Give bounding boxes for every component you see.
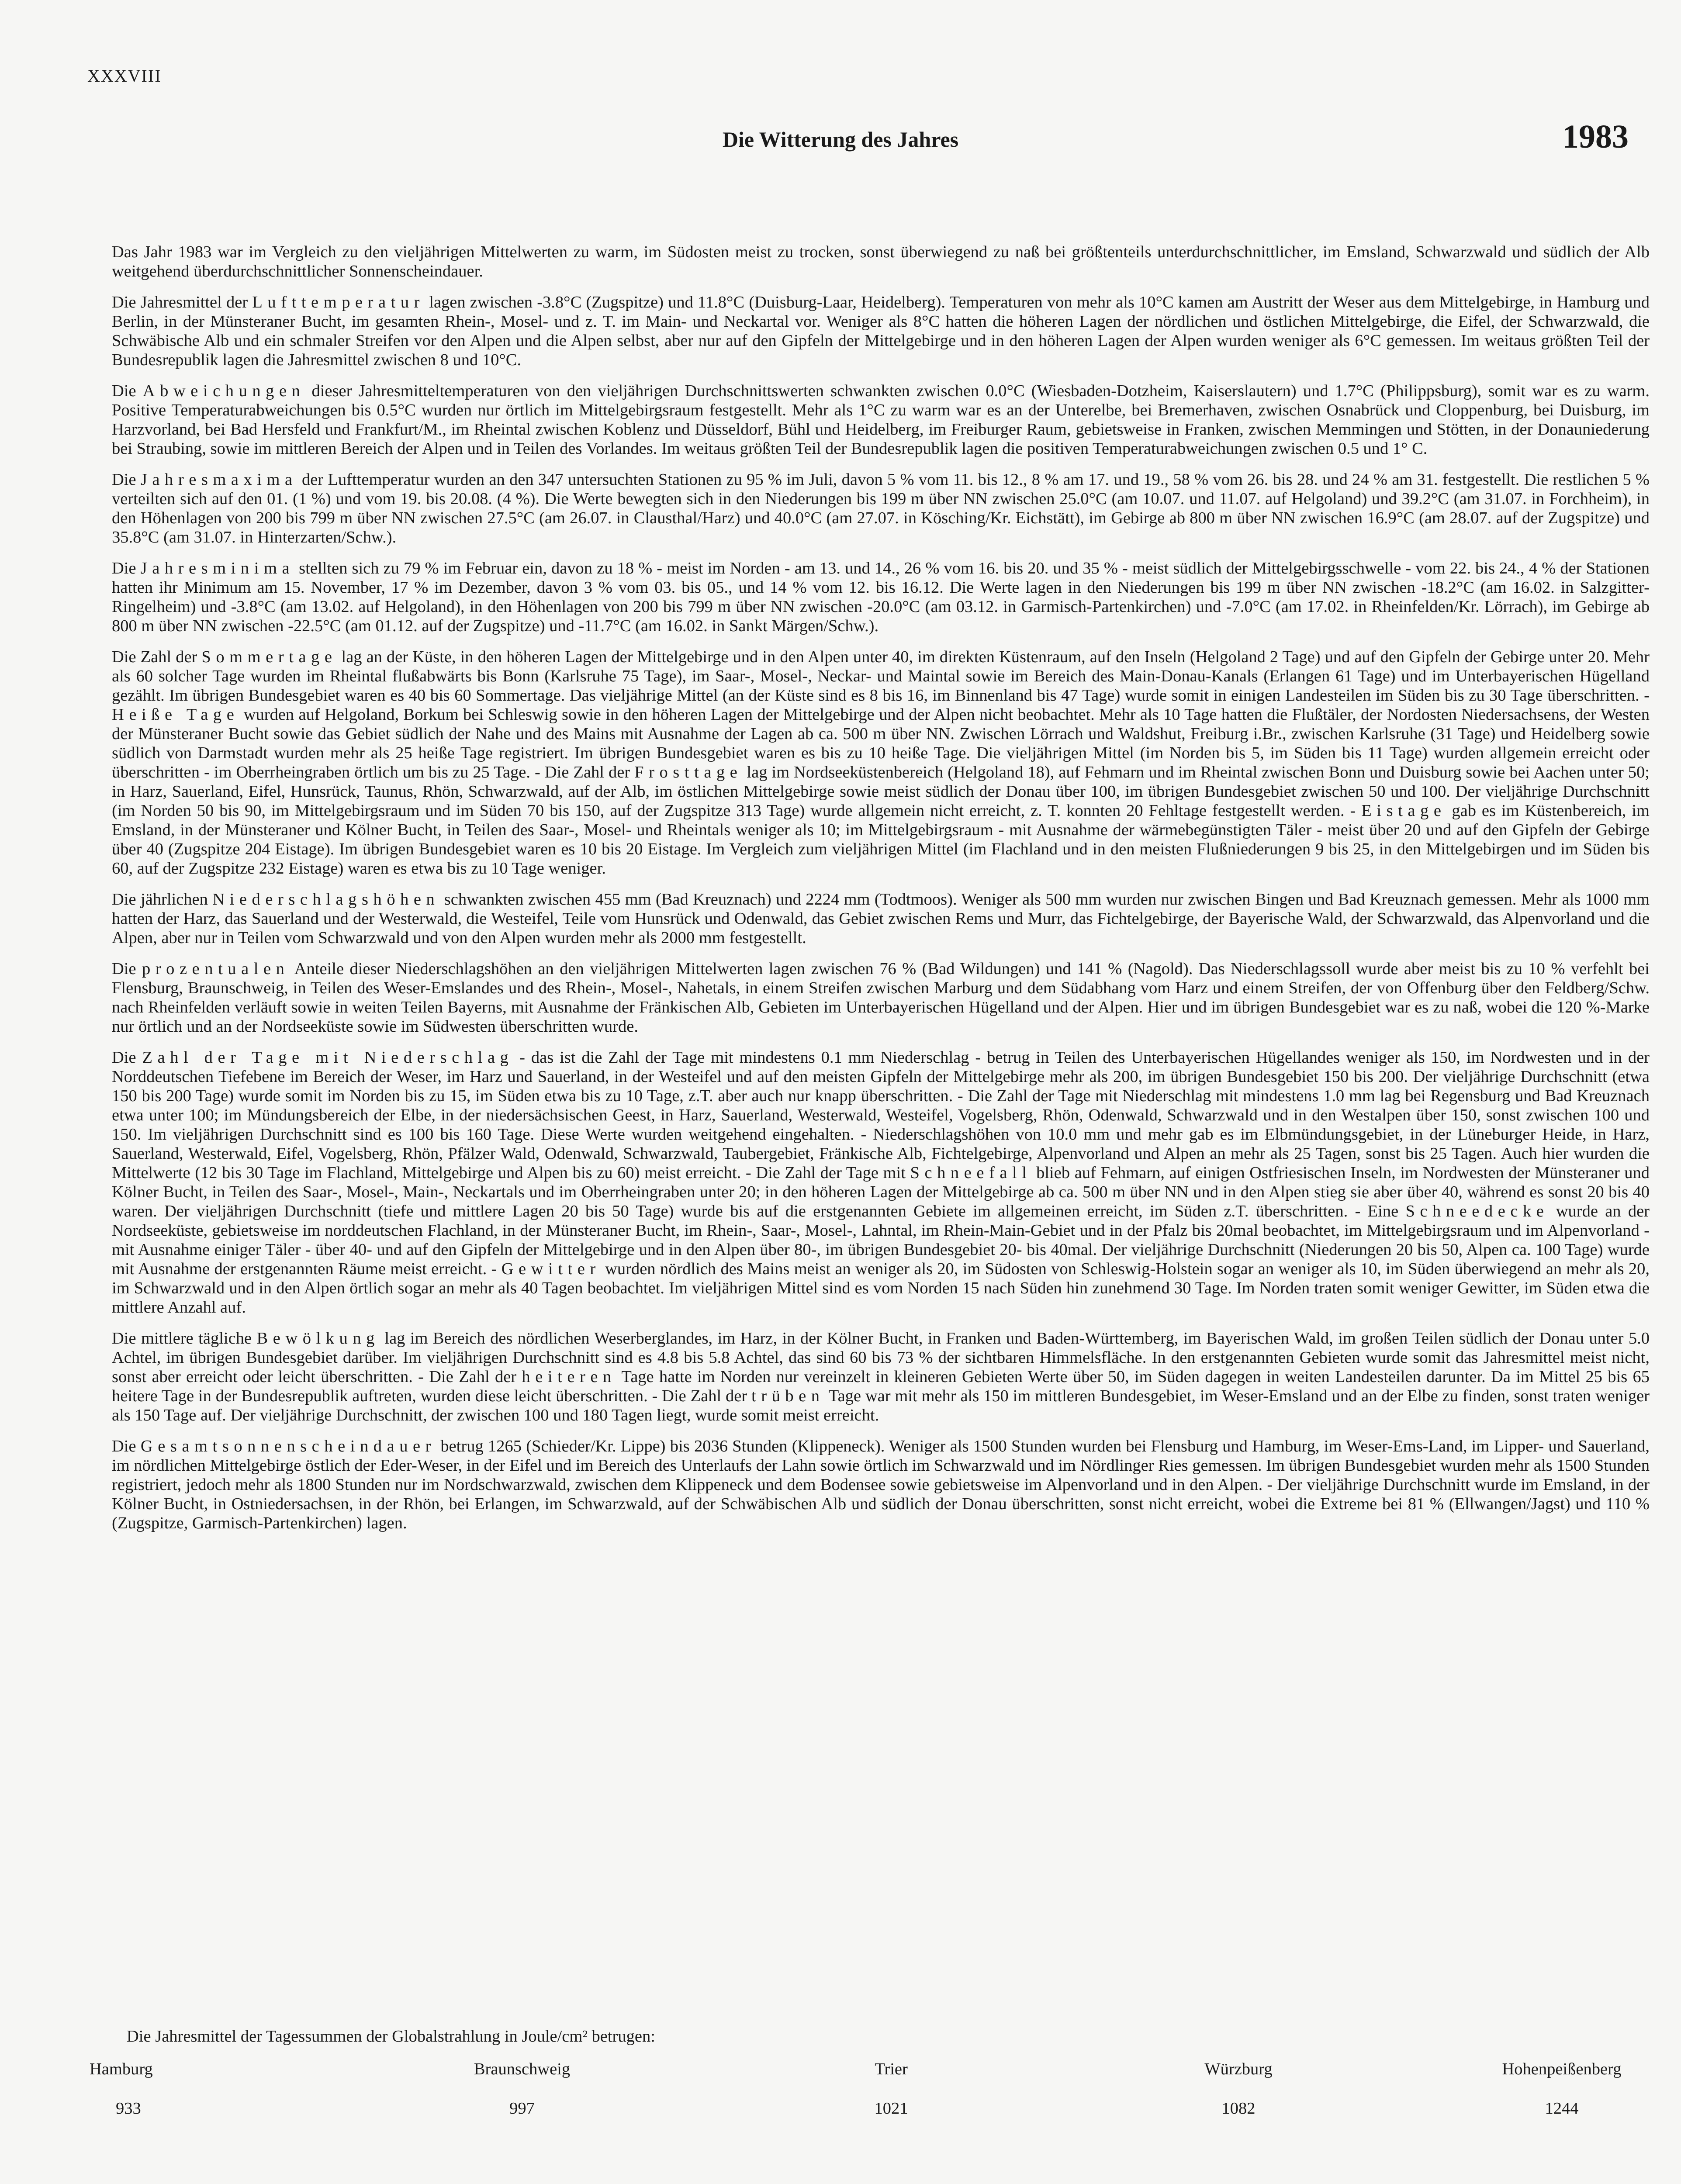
station-name: Braunschweig: [474, 2060, 571, 2078]
station-value: 933: [116, 2099, 141, 2118]
emphasis-term: Zahl der Tage mit Niederschlag: [142, 1048, 514, 1067]
radiation-intro: Die Jahresmittel der Tagessummen der Globalstrahlung in Joule/cm² betrugen:: [127, 2027, 655, 2046]
station-column: [1470, 2060, 1653, 2118]
emphasis-term: heiteren: [522, 1368, 616, 1386]
emphasis-term: Jahresminima: [140, 559, 295, 577]
emphasis-term: Eistage: [1361, 802, 1446, 820]
paragraph-text: der Lufttemperatur wurden an den 347 untersuchten Stationen zu 95 % im Juli, davon 5 % vom 11. bis 12., 8 % am 17. und 19., 58 % vom 26. bis 28. und 24 % am 31. festgestellt. Die restlichen 5 % verteilten sich auf den 01. (1 %) und vom 19. bis 20.08. (4 %). Die Werte bewegten sich in den Niederungen bis 199 m über NN zwischen 25.0°C (am 10.07. und 11.07. auf Helgoland) und 39.2°C (am 31.07. in Forchheim), in den Höhenlagen von 200 bis 799 m über NN zwischen 27.5°C (am 26.07. in Clausthal/Harz) und 40.0°C (am 27.07. in Kösching/Kr. Eichstätt), im Gebirge ab 800 m über NN zwischen 16.9°C (am 28.07. auf der Zugspitze) und 35.8°C (am 31.07. in Hinterzarten/Schw.).: [112, 470, 1650, 546]
paragraph: [112, 470, 1650, 547]
station-column: [799, 2060, 983, 2118]
paragraph-text: - das ist die Zahl der Tage mit mindestens 0.1 mm Niederschlag - betrug in Teilen des Unterbayerischen Hügellandes weniger als 150, im Nordwesten und in der Norddeutschen Tiefebene im Bereich der Weser, im Harz und Sauerland, in der Westeifel und auf den meisten Gipfeln der Mittelgebirge mehr als 200, im übrigen Bundesgebiet 150 bis 200. Der vieljährige Durchschnitt (etwa 150 bis 200 Tage) wurde somit im Norden bis zu 15, im Süden etwa bis zu 10 Tage, z.T. aber auch nur knapp überschritten. - Die Zahl der Tage mit Niederschlag mit mindestens 1.0 mm lag bei Regensburg und Bad Kreuznach etwa unter 100; im Mündungsbereich der Elbe, in der niedersächsischen Geest, in Harz, Sauerland, Westerwald, Westeifel, Vogelsberg, Rhön, Odenwald, Schwarzwald und in den Westalpen über 150, sonst zwischen 100 und 150. Im vieljährigen Durchschnitt sind es 100 bis 160 Tage. Diese Werte wurden weitgehend eingehalten. - Niederschlagshöhen von 10.0 mm und mehr gab es im Elbmündungsgebiet, in der Lüneburger Heide, in Harz, Sauerland, Westerwald, Eifel, Vogelsberg, Rhön, Pfälzer Wald, Odenwald, Schwarzwald, Taubergebiet, Fränkische Alb, Fichtelgebirge, Alpenvorland und Alpen an mehr als 25 Tagen, sonst bis 25 Tagen. Auch hier wurden die Mittelwerte (12 bis 30 Tage im Flachland, Mittelgebirge und Alpen bis zu 60) meist erreicht. - Die Zahl der Tage mit: [112, 1048, 1650, 1182]
paragraph-text: Die Jahresmittel der: [112, 293, 252, 311]
page-number: XXXVIII: [87, 66, 162, 86]
station-name: Hamburg: [90, 2060, 153, 2078]
paragraph-text: lag im Bereich des nördlichen Weserberglandes, im Harz, in der Kölner Bucht, in Franken und Baden-Württemberg, im Bayerischen Wald, im großen Teilen südlich der Donau unter 5.0 Achtel, im übrigen Bundesgebiet darüber. Im vieljährigen Durchschnitt sind es 4.8 bis 5.8 Achtel, das sind 60 bis 73 % der sichtbaren Himmelsfläche. In den erstgenannten Gebieten wurde somit das Jahresmittel meist nicht, sonst aber erreicht oder leicht überschritten. - Die Zahl der: [112, 1329, 1650, 1386]
emphasis-term: Jahresmaxima: [140, 470, 297, 489]
paragraph: [112, 381, 1650, 458]
paragraph-text: dieser Jahresmitteltemperaturen von den vieljährigen Durchschnittswerten schwankten zwischen 0.0°C (Wiesbaden-Dotzheim, Kaiserslautern) und 1.7°C (Philippsburg), somit war es zu warm. Positive Temperaturabweichungen bis 0.5°C wurden nur örtlich im Mittelgebirgsraum festgestellt. Mehr als 1°C zu warm war es an der Unterelbe, bei Bremerhaven, zwischen Osnabrück und Cloppenburg, bei Duisburg, im Harzvorland, bei Bad Hersfeld und Frankfurt/M., im Rheintal zwischen Koblenz und Düsseldorf, Bühl und Heidelberg, im Freiburger Raum, gebietsweise in Franken, zwischen Memmingen und Stötten, in der Donauniederung bei Straubing, sowie im mittleren Bereich der Alpen und in Teilen des Vorlandes. Im weitaus größten Teil der Bundesrepublik lagen die positiven Temperaturabweichungen zwischen 0.5 und 1° C.: [112, 382, 1650, 458]
emphasis-term: Frosttage: [634, 763, 743, 781]
paragraph: [112, 647, 1650, 878]
paragraph-text: Die mittlere tägliche: [112, 1329, 257, 1348]
paragraph-text: Die: [112, 1048, 142, 1067]
year-heading: 1983: [1562, 118, 1629, 155]
emphasis-term: Lufttemperatur: [252, 293, 425, 311]
paragraph-text: Das Jahr 1983 war im Vergleich zu den vieljährigen Mittelwerten zu warm, im Südosten meist zu trocken, sonst überwiegend zu naß bei größtenteils unterdurchschnittlicher, im Emsland, Schwarzwald und südlich der Alb weitgehend überdurchschnittlicher Sonnenscheindauer.: [112, 243, 1650, 280]
emphasis-term: Niederschlagshöhen: [212, 890, 440, 909]
paragraph: [112, 890, 1650, 947]
station-name: Trier: [875, 2060, 908, 2078]
paragraph-text: lag im Nordseeküstenbereich (Helgoland 18), auf Fehmarn und im Rheintal zwischen Bonn und Duisburg sowie bei Aachen unter 50; in Harz, Sauerland, Eifel, Hunsrück, Taunus, Rhön, Schwarzwald, auf der Alb, im östlichen Mittelgebirge sowie meist südlich der Donau über 100, im übrigen Bundesgebiet zwischen 50 und 100. Der vieljährige Durchschnitt (im Norden 50 bis 90, im Mittelgebirgsraum und im Süden 70 bis 150, auf der Zugspitze 313 Tage) wurde allgemein nicht erreicht, z. T. konnten 20 Fehltage festgestellt werden. -: [112, 763, 1650, 820]
paragraph-text: schwankten zwischen 455 mm (Bad Kreuznach) und 2224 mm (Todtmoos). Weniger als 500 mm wurden nur zwischen Bingen und Bad Kreuznach gemessen. Mehr als 1000 mm hatten der Harz, das Sauerland und der Westerwald, die Westeifel, Teile vom Hunsrück und Odenwald, das Gebiet zwischen Rems und Murr, das Fichtelgebirge, der Bayerische Wald, der Schwarzwald, das Alpenvorland und die Alpen, aber nur in Teilen vom Schwarzwald und von den Alpen wurden mehr als 2000 mm festgestellt.: [112, 890, 1650, 947]
emphasis-term: Schneefall: [910, 1164, 1032, 1182]
page-title: Die Witterung des Jahres: [722, 127, 959, 152]
paragraph-text: Tage hatte im Norden nur vereinzelt in kleineren Gebieten Werte über 50, im Süden dagegen in weiten Landesteilen darunter. Da im Mittel 25 bis 65 heitere Tage in der Bundesrepublik auftreten, wurden diese leicht überschritten. - Die Zahl der: [112, 1368, 1650, 1405]
station-value: 1021: [874, 2099, 908, 2118]
station-column: [90, 2060, 273, 2118]
paragraph: [112, 1437, 1650, 1533]
paragraph-text: gab es im Küstenbereich, im Emsland, in der Münsteraner und Kölner Bucht, in Teilen des Saar-, Mosel- und Rheintals weniger als 10; im Mittelgebirgsraum - mit Ausnahme der wärmebegünstigten Täler - meist über 20 und auf den Gipfeln der Gebirge über 40 (Zugspitze 204 Eistage). Im übrigen Bundesgebiet waren es 10 bis 20 Eistage. Im Vergleich zum vieljährigen Mittel (im Flachland und in den meisten Flußniederungen 9 bis 25, in den Mittelgebirgen und im Süden bis 60, auf der Zugspitze 232 Eistage) waren es etwa bis zu 10 Tage weniger.: [112, 802, 1650, 878]
paragraph-text: wurde an der Nordseeküste, gebietsweise im norddeutschen Flachland, in der Münsteraner Bucht, im Rhein-, Saar-, Mosel-, Lahntal, im Rhein-Main-Gebiet und in der Pfalz bis 20mal beobachtet, im Mittelgebirgsraum und im Alpenvorland - mit Ausnahme einiger Täler - über 40- und auf den Gipfeln der Mittelgebirge und in den Alpen über 80-, im übrigen Bundesgebiet 20- bis 40mal. Der vieljährige Durchschnitt (Niederungen 20 bis 50, Alpen ca. 100 Tage) wurde mit Ausnahme der erstgenannten Räume meist erreicht. -: [112, 1202, 1650, 1278]
paragraph: [112, 559, 1650, 636]
paragraph-text: blieb auf Fehmarn, auf einigen Ostfriesischen Inseln, im Nordwesten der Münsteraner und Kölner Bucht, in Teilen des Saar-, Mosel-, Main-, Neckartals und im Oberrheingraben unter 20; in den höheren Lagen der Mittelgebirge ab ca. 500 m über NN und in den Alpen stieg sie aber über 40, während es sonst 20 bis 40 waren. Der vieljährigen Durchschnitt (tiefe und mittlere Lagen 20 bis 50 Tage) wurde bis auf die erstgenannten Gebiete im allgemeinen erreicht, im Süden z.T. überschritten. - Eine: [112, 1164, 1650, 1220]
paragraph-text: Die Zahl der: [112, 648, 202, 666]
paragraph: [112, 242, 1650, 281]
paragraph: [112, 293, 1650, 370]
emphasis-term: Gesamtsonnenscheindauer: [140, 1437, 436, 1455]
station-value: 997: [509, 2099, 535, 2118]
emphasis-term: Gewitter: [501, 1260, 601, 1278]
paragraph-text: stellten sich zu 79 % im Februar ein, davon zu 18 % - meist im Norden - am 13. und 14., 26 % vom 16. bis 20. und 35 % - meist südlich der Mittelgebirgsschwelle - vom 22. bis 24., 4 % der Stationen hatten ihr Minimum am 15. November, 17 % im Dezember, davon 3 % vom 03. bis 05., und 14 % vom 12. bis 16.12. Die Werte lagen in den Niederungen bis 199 m über NN zwischen -18.2°C (am 16.02. in Salzgitter-Ringelheim) und -3.8°C (am 13.02. auf Helgoland), in den Höhenlagen von 200 bis 799 m über NN zwischen -20.0°C (am 03.12. in Garmisch-Partenkirchen) und -7.0°C (am 17.02. in Rheinfelden/Kr. Lörrach), im Gebirge ab 800 m über NN zwischen -22.5°C (am 01.12. auf der Zugspitze) und -11.7°C (am 16.02. in Sankt Märgen/Schw.).: [112, 559, 1650, 635]
emphasis-term: Schneedecke: [1405, 1202, 1549, 1220]
emphasis-term: prozentualen: [142, 960, 290, 978]
paragraph-text: Die: [112, 960, 142, 978]
paragraph-text: Tage war mit mehr als 150 im mittleren Bundesgebiet, im Weser-Emsland und an der Elbe zu finden, sonst traten weniger als 150 Tage auf. Der vieljährige Durchschnitt, der zwischen 100 und 180 Tagen liegt, wurde somit meist erreicht.: [112, 1387, 1650, 1424]
emphasis-term: Bewölkung: [256, 1329, 380, 1348]
station-value: 1082: [1221, 2099, 1256, 2118]
station-value: 1244: [1545, 2099, 1579, 2118]
paragraph: [112, 959, 1650, 1036]
station-column: [1147, 2060, 1330, 2118]
paragraph-text: Die jährlichen: [112, 890, 213, 909]
paragraph-text: wurden auf Helgoland, Borkum bei Schleswig sowie in den höheren Lagen der Mittelgebirge und der Alpen nicht beobachtet. Mehr als 10 Tage hatten die Flußtäler, der Nordosten Niedersachsens, der Westen der Münsteraner Bucht sowie das Gebiet südlich der Nahe und des Mains mit Ausnahme der Lagen ab ca. 500 m über NN. Zwischen Lörrach und Waldshut, Freiburg i.Br., zwischen Karlsruhe (31 Tage) und Heidelberg sowie südlich von Darmstadt wurden mehr als 25 heiße Tage registriert. Im übrigen Bundesgebiet waren es bis zu 10 heiße Tage. Die vieljährigen Mittel (im Norden bis 5, im Süden bis 11 Tage) wurden allgemein erreicht oder überschritten - im Oberrheingraben örtlich um bis zu 25 Tage. - Die Zahl der: [112, 705, 1650, 781]
emphasis-term: Abweichungen: [142, 382, 305, 400]
paragraph-text: lagen zwischen -3.8°C (Zugspitze) und 11.8°C (Duisburg-Laar, Heidelberg). Temperaturen von mehr als 10°C kamen am Austritt der Weser aus dem Mittelgebirge, in Hamburg und Berlin, in der Münsteraner Bucht, im gesamten Rhein-, Mosel- und z. T. im Main- und Neckartal vor. Weniger als 8°C hatten die höheren Lagen der nördlichen und östlichen Mittelgebirge, die Eifel, der Schwarzwald, die Schwäbische Alb und ein schmaler Streifen vor den Alpen und die Alpen selbst, aber nur auf den Gipfeln der Mittelgebirge und in den höheren Lagen der Alpen wurden weniger als 6°C gemessen. Im weitaus größten Teil der Bundesrepublik lagen die Jahresmittel zwischen 8 und 10°C.: [112, 293, 1650, 369]
paragraph-text: Die: [112, 1437, 141, 1455]
station-name: Würzburg: [1204, 2060, 1273, 2078]
station-name: Hohenpeißenberg: [1502, 2060, 1622, 2078]
paragraph-text: Die: [112, 382, 143, 400]
paragraph-text: lag an der Küste, in den höheren Lagen der Mittelgebirge und in den Alpen unter 40, im direkten Küstenraum, auf den Inseln (Helgoland 2 Tage) und auf den Gipfeln der Gebirge unter 20. Mehr als 60 solcher Tage wurden im Rheintal flußabwärts bis Bonn (Karlsruhe 75 Tage), im Saar-, Mosel-, Neckar- und Maintal sowie im Bereich des Main-Donau-Kanals (Erlangen 61 Tage) und im Unterbayerischen Hügelland gezählt. Im übrigen Bundesgebiet waren es 40 bis 60 Sommertage. Das vieljährige Mittel (an der Küste sind es 8 bis 16, im Binnenland bis 47 Tage) wurde somit in einigen Landesteilen im Süden bis zu 30 Tage überschritten. -: [112, 648, 1650, 705]
paragraph-text: wurden nördlich des Mains meist an weniger als 20, im Südosten von Schleswig-Holstein sogar an weniger als 10, im Süden überwiegend an mehr als 20, im Schwarzwald und in den Alpen örtlich sogar an mehr als 40 Tagen beobachtet. Im vieljährigen Mittel sind es vom Norden 15 nach Süden hin zunehmend 30 Tage. Im Norden traten somit weniger Gewitter, im Süden etwa die mittlere Anzahl auf.: [112, 1260, 1650, 1317]
paragraph: [112, 1329, 1650, 1425]
paragraph-text: Anteile dieser Niederschlagshöhen an den vieljährigen Mittelwerten lagen zwischen 76 % (Bad Wildungen) und 141 % (Nagold). Das Niederschlagssoll wurde aber meist bis zu 10 % verfehlt bei Flensburg, Braunschweig, in Teilen des Weser-Emslandes und des Rhein-, Mosel-, Nahetals, in einem Streifen zwischen Marburg und dem Südabhang vom Harz und einem Streifen, der von Offenburg über den Feldberg/Schw. nach Rheinfelden verläuft sowie in weiten Teilen Bayerns, mit Ausnahme der Fränkischen Alb, Gebieten im Unterbayerischen Hügelland und der Alpen. Hier und im übrigen Bundesgebiet war es zu naß, wobei die 120 %-Marke nur örtlich und an der Nordseeküste sowie im Südwesten überschritten wurde.: [112, 960, 1650, 1036]
paragraph-text: betrug 1265 (Schieder/Kr. Lippe) bis 2036 Stunden (Klippeneck). Weniger als 1500 Stunden wurden bei Flensburg und Hamburg, im Weser-Ems-Land, im Lipper- und Sauerland, im nördlichen Mittelgebirge östlich der Eder-Weser, in der Eifel und im Bereich des Unterlaufs der Lahn sowie örtlich im Schwarzwald und im Nördlinger Ries gemessen. Im übrigen Bundesgebiet wurden mehr als 1500 Stunden registriert, jedoch mehr als 1800 Stunden nur im Nordschwarzwald, zwischen dem Klippeneck und dem Bodensee sowie gebietsweise im Alpenvorland und in den Alpen. - Der vieljährige Durchschnitt wurde im Emsland, in der Kölner Bucht, in Ostniedersachsen, in der Rhön, bei Erlangen, im Schwarzwald, auf der Schwäbischen Alb und südlich der Donau überschritten, sonst nicht erreicht, wobei die Extreme bei 81 % (Ellwangen/Jagst) und 110 % (Zugspitze, Garmisch-Partenkirchen) lagen.: [112, 1437, 1650, 1532]
body-text: [112, 242, 1650, 1545]
station-column: [430, 2060, 614, 2118]
paragraph: [112, 1048, 1650, 1317]
emphasis-term: Heiße Tage: [112, 705, 239, 724]
emphasis-term: Sommertage: [201, 648, 337, 666]
paragraph-text: Die: [112, 470, 141, 489]
emphasis-term: trüben: [751, 1387, 825, 1405]
paragraph-text: Die: [112, 559, 141, 577]
